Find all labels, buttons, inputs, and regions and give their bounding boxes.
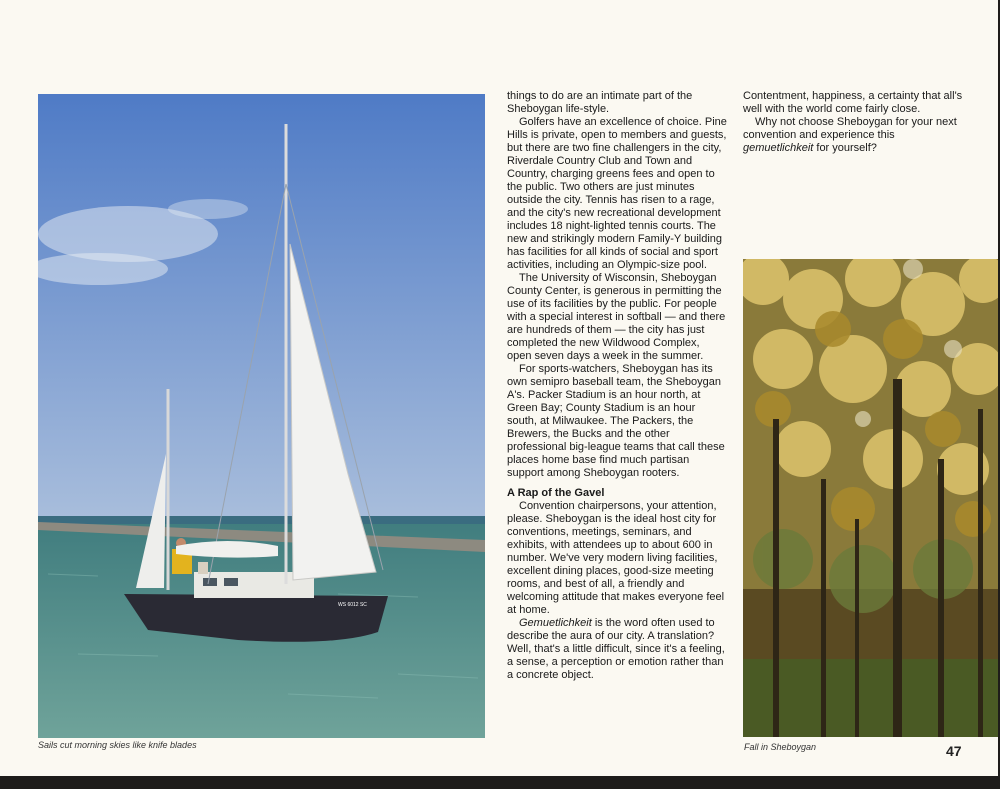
paragraph-text: for yourself? [813,142,877,154]
paragraph: The University of Wisconsin, Sheboygan County Center, is generous in permitting the use of its facilities by the public. For people with a special interest in softball — and there are hundreds of them — the city has just completed the new Wildwood Complex, open seven days a week in the summer. [507,272,726,362]
paragraph-text: Why not choose Sheboygan for your next convention and experience this [743,116,957,141]
hull-registration-text: WS 6012 SC [338,602,367,608]
page-number: 47 [946,743,962,759]
italic-term: gemuetlichkeit [743,142,814,154]
italic-term: Gemuetlichkeit [519,617,592,629]
paragraph: things to do are an intimate part of the Sheboygan life-style. [507,90,693,115]
fall-photo-caption: Fall in Sheboygan [744,742,817,752]
paragraph: For sports-watchers, Sheboygan has its own semipro baseball team, the Sheboygan A's. Packer Stadium is an hour north, at Green Bay; County Stadium is an hour south, at Milwaukee. The Packers, the Brewers, the Bucks and the other professional big-league teams that call these places home base find much partisan support among Sheboygan rooters. [507,363,725,479]
fall-forest-photo [743,259,998,737]
paragraph: Golfers have an excellence of choice. Pine Hills is private, open to members and guests, but there are two fine challengers in the city, Riverdale Country Club and Town and Country, charging greens fees and open to the public. Two others are just minutes outside the city. Tennis has risen to a rage, and the city's new recreational development includes 18 night-lighted tennis courts. The new and strikingly modern Family-Y building has facilities for all kinds of social and sport activities, including an Olympic-size pool. [507,116,727,271]
text-column-1 [507,90,727,682]
paragraph: Convention chairpersons, your attention, please. Sheboygan is the ideal host city for conventions, meetings, seminars, and exhibits, with attendees up to about 600 in number. We've very modern living facilities, excellent dining places, good-size meeting rooms, and best of all, a friendly and welcoming attitude that makes everyone feel at home. [507,500,725,616]
paragraph: Contentment, happiness, a certainty that all's well with the world come fairly close. [743,90,963,115]
boat-photo-caption: Sails cut morning skies like knife blades [38,740,197,750]
section-heading: A Rap of the Gavel [507,487,605,499]
sailboat-photo [38,94,485,738]
paragraph [507,617,727,682]
text-column-2 [743,90,965,155]
paragraph [743,116,965,155]
paragraph-text: is the word often used to describe the aura of our city. A translation? Well, that's a little difficult, since it's a feeling, a sense, a perception or emotion rather than a concrete object. [507,617,725,681]
